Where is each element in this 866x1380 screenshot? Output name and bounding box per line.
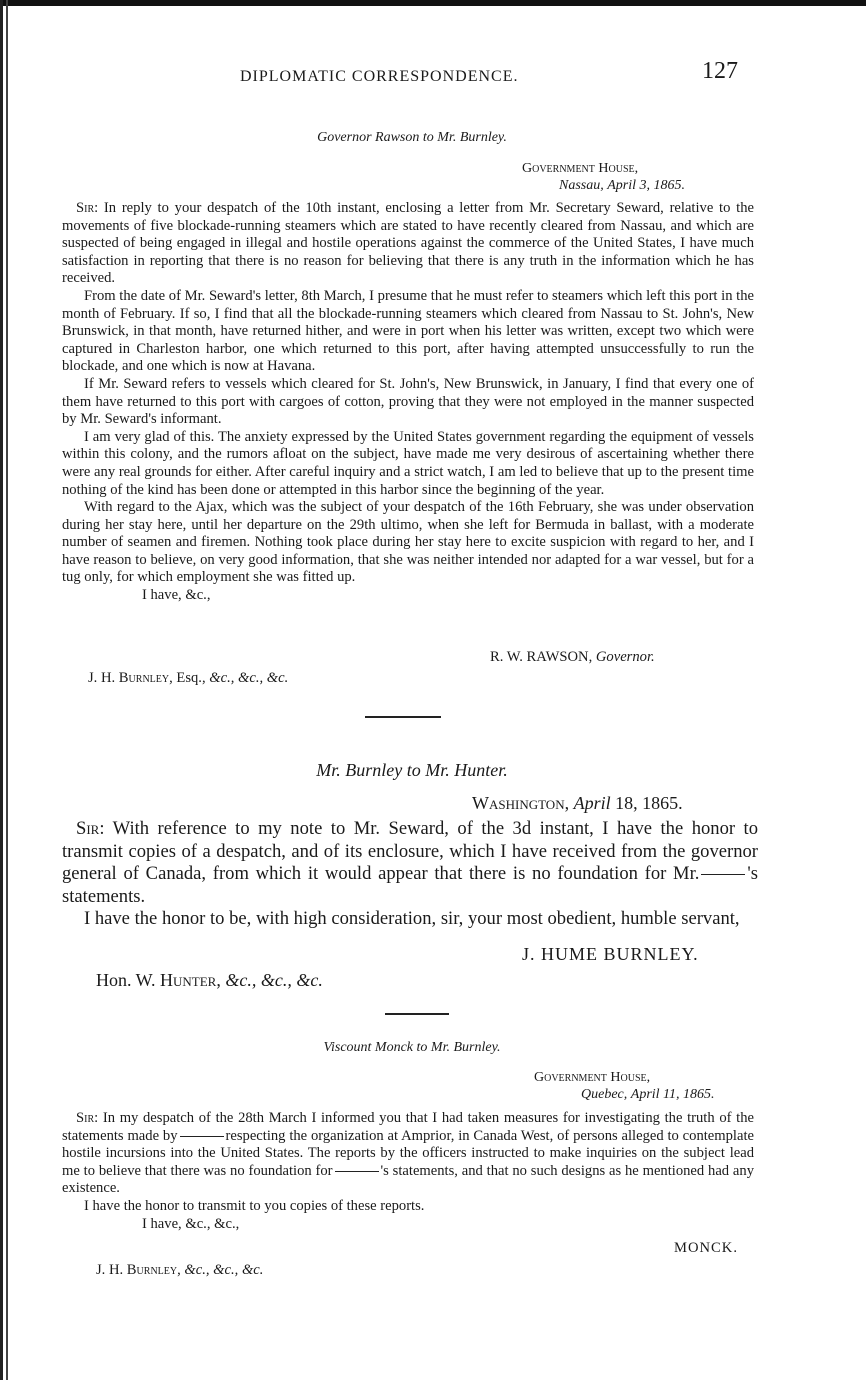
letter1-body [62,200,754,605]
letter3-city: Quebec, [581,1087,628,1102]
letter1-paragraph: From the date of Mr. Seward's letter, 8th March, I presume that he must refer to steamers which left this port in the month of February. If so, I find that all the blockade-running steamers which cleared from Nassau to St. John's, New Brunswick, in that month, have returned hither, and were in port when his letter was written, except two which were captured in Charleston harbor, one which returned to this port, after having attempted unsuccessfully to run the blockade, and one which is now at Havana. [62,287,754,375]
redaction-dash [335,1171,379,1172]
letter1-addressee-name: J. H. Burnley, [88,670,173,686]
letter1-signature-title: Governor. [595,649,655,665]
letter3-salutation: Sir: [76,1110,99,1126]
letter2-paragraph1-b: 's statements. [62,863,758,907]
letter1-signature [490,649,655,666]
letter2-paragraph1-a: With reference to my note to Mr. Seward, of the 3d instant, I have the honor to transmit copies of a despatch, and of its enclosure, which I have received from the governor general of Canada, from which it would appear that there is no foundation for Mr. [62,818,759,885]
letter1-place: Government House, [522,161,639,176]
letter2-addressee [96,970,323,991]
scan-top-edge [0,0,866,6]
letter3-place: Government House, [534,1070,651,1085]
letter3-p1-c: 's statements, and that no such designs as he mentioned had any existence. [62,1162,754,1197]
letter3-closing: I have, &c., &c., [142,1215,240,1232]
redaction-dash [701,874,745,875]
letter3-date: April 11, 1865. [630,1087,715,1102]
section-divider [385,1013,449,1015]
letter3-addressee-name: J. H. Burnley, [96,1262,181,1278]
letter3-p1-b: respecting the organization at Amprior, in Canada West, of persons alleged to contemplate hostile incursions into the United States. The reports by the officers instructed to make inquiries on the subject lead me to believe that there was no foundation for [62,1127,754,1179]
letter1-addressee [88,670,288,687]
letter2-salutation: Sir: [76,818,105,839]
letter1-addressee-rest: Esq., [176,670,206,686]
letter2-body [62,818,758,931]
letter1-closing: I have, &c., [142,587,211,604]
letter1-salutation: Sir: [76,200,99,216]
letter2-title: Mr. Burnley to Mr. Hunter. [316,760,508,780]
letter3-dateline-place [534,1069,650,1087]
letter2-addressee-name: Hunter, [160,970,221,990]
page-number: 127 [702,58,738,84]
letter2-date: April [573,793,611,813]
section-divider [365,716,441,718]
scan-left-edge-inner [6,0,8,1380]
letter2-dateline [472,792,683,814]
letter1-paragraph: If Mr. Seward refers to vessels which cleared for St. John's, New Brunswick, in January, I find that every one of them have returned to this port with cargoes of cotton, proving that they were not employed in the manner suspected by Mr. Seward's informant. [62,375,754,428]
letter1-city: Nassau, [559,178,604,193]
letter2-signature: J. HUME BURNLEY. [522,944,699,964]
letter3-paragraph [62,1110,754,1198]
letter1-paragraph-text: In reply to your despatch of the 10th instant, enclosing a letter from Mr. Secretary Seward, relative to the movements of five blockade-running steamers which are stated to have recently cleared from Nassau, and which are suspected of being engaged in illegal and hostile operations against the commerce of the United States, I have much satisfaction in reporting that there is no reason for believing that there is any truth in the information which he has received. [62,200,754,287]
letter1-addressee-etc: &c., &c., &c. [209,670,289,686]
letter3-body [62,1110,754,1233]
scan-left-edge [0,0,3,1380]
letter1-title: Governor Rawson to Mr. Burnley. [317,130,507,145]
letter3-addressee [96,1262,263,1279]
redaction-dash [180,1136,224,1137]
letter2-paragraph [62,818,758,908]
letter3-p1-a: In my despatch of the 28th March I informed you that I had taken measures for investigating the truth of the statements made by [62,1110,754,1144]
letter2-place: Washington, [472,793,570,813]
letter3-dateline-date [581,1086,715,1104]
letter2-paragraph: I have the honor to be, with high consideration, sir, your most obedient, humble servant, [84,908,740,930]
letter1-signature-name: R. W. RAWSON, [490,649,593,665]
letter2-addressee-etc: &c., &c., &c. [225,970,323,990]
letter3-signature: MONCK. [674,1240,738,1256]
letter1-date: April 3, 1865. [607,178,686,193]
letter1-dateline-place [522,160,638,178]
letter3-paragraph: I have the honor to transmit to you copies of these reports. [84,1197,425,1214]
running-title: DIPLOMATIC CORRESPONDENCE. [240,68,519,85]
letter1-paragraph: I am very glad of this. The anxiety expressed by the United States government regarding the equipment of vessels within this colony, and the rumors afloat on the subject, have made me very desirous of ascertaining whether there were any real grounds for either. After careful inquiry and a strict watch, I am led to believe that up to the present time nothing of the kind has been done or attempted in this harbor since the beginning of the year. [62,428,754,498]
letter1-paragraph [62,200,754,288]
letter3-title: Viscount Monck to Mr. Burnley. [323,1040,501,1055]
letter3-addressee-etc: &c., &c., &c. [184,1262,264,1278]
letter1-dateline-date [559,177,685,195]
letter1-paragraph: With regard to the Ajax, which was the subject of your despatch of the 16th February, she was under observation during her stay here, until her departure on the 29th ultimo, when she left for Bermuda in ballast, with a moderate number of seamen and firemen. Nothing took place during her stay here to excite suspicion with regard to her, and I have reason to believe, on very good information, that she was neither intended nor adapted for a war vessel, but for a tug only, for which employment she was fitted up. [62,499,754,586]
letter2-addressee-pre: Hon. W. [96,970,156,990]
letter2-year: 18, 1865. [615,793,683,813]
